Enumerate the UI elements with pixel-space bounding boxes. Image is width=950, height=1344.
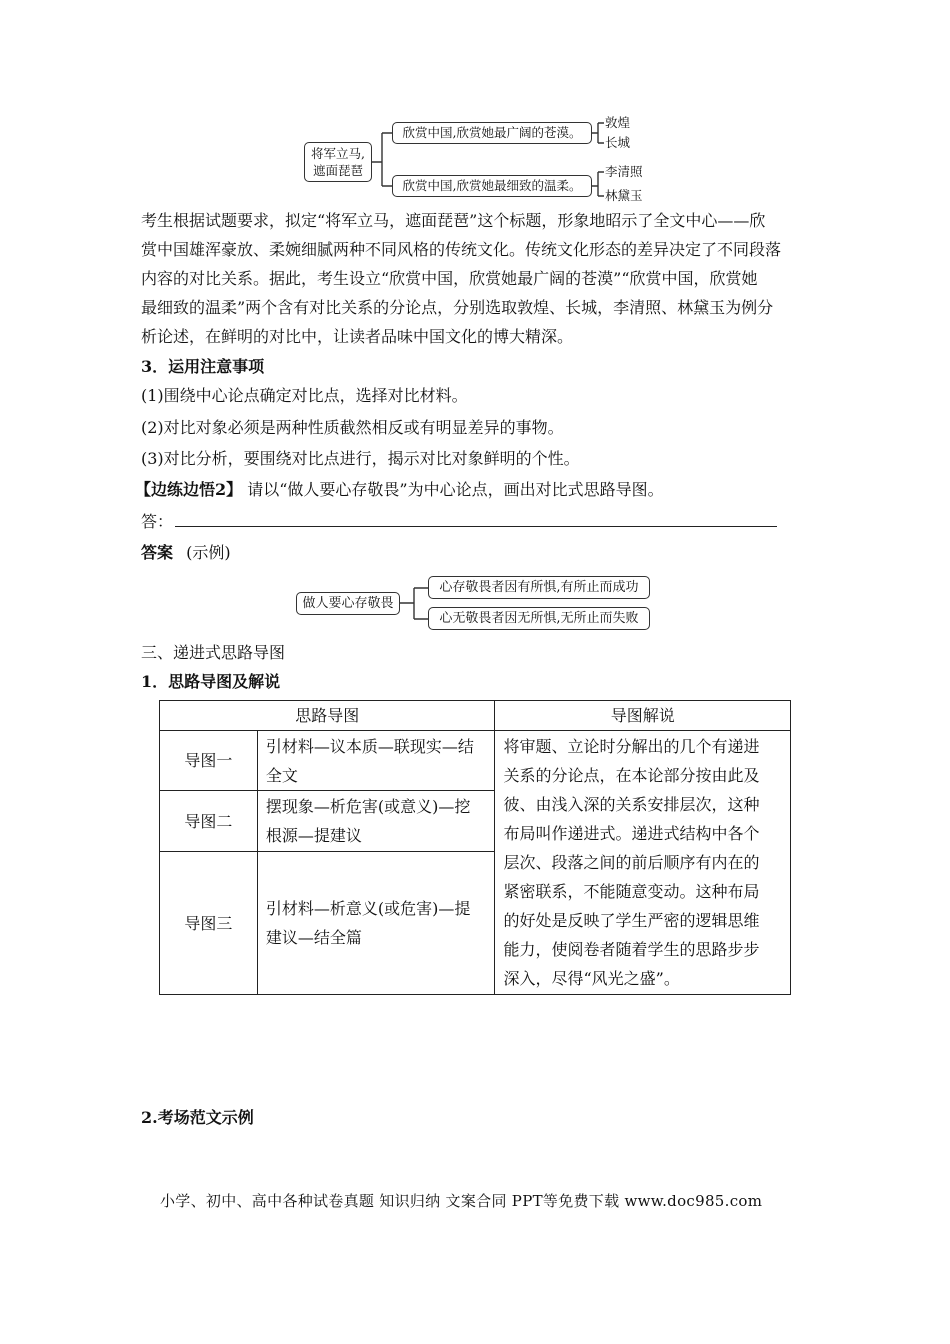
section-progressive-subheading: 1．思路导图及解说: [141, 672, 281, 691]
mindmap-table: [159, 700, 791, 995]
note-item-3: (3)对比分析，要围绕对比点进行，揭示对比对象鲜明的个性。: [141, 449, 580, 468]
paragraph-line: 赏中国雄浑豪放、柔婉细腻两种不同风格的传统文化。传统文化形态的差异决定了不同段落: [141, 240, 782, 259]
diagram1-leaf-dunhuang: 敦煌: [605, 115, 631, 130]
row-content-line: 摆现象—析危害(或意义)—挖: [265, 797, 471, 817]
explanation-line: 能力，使阅卷者随着学生的思路步步: [503, 940, 760, 959]
explanation-line: 深入，尽得“风光之盛”。: [503, 969, 680, 988]
diagram1-leaf-changcheng: 长城: [605, 135, 631, 150]
diagram2-connectors: [0, 0, 950, 650]
paragraph-line: 考生根据试题要求，拟定“将军立马，遮面琵琶”这个标题，形象地昭示了全文中心——欣: [141, 211, 766, 230]
explanation-line: 将审题、立论时分解出的几个有递进: [503, 737, 760, 756]
note-item-1: (1)围绕中心论点确定对比点，选择对比材料。: [141, 386, 468, 405]
exercise-prompt: 请以“做人要心存敬畏”为中心论点，画出对比式思路导图。: [247, 480, 664, 499]
diagram2-center-node: 做人要心存敬畏: [296, 592, 400, 615]
explanation-line: 的好处是反映了学生严密的逻辑思维: [503, 911, 760, 930]
row-content-line: 根源—提建议: [265, 826, 362, 846]
diagram1-leaf-liqingzhao: 李清照: [605, 164, 643, 179]
row-content-line: 引材料—议本质—联现实—结: [265, 736, 474, 756]
diagram2-branch-1: 心存敬畏者因有所惧,有所止而成功: [428, 576, 650, 599]
row-name: 导图二: [160, 791, 258, 852]
diagram1-center-line-2: 遮面琵琶: [312, 163, 363, 178]
answer-label: 答：: [141, 512, 174, 531]
note-item-2: (2)对比对象必须是两种性质截然相反或有明显差异的事物。: [141, 418, 564, 437]
row-content: [257, 852, 495, 995]
diagram1-branch-1: 欣赏中国,欣赏她最广阔的苍漠。: [392, 122, 592, 144]
diagram1-branch-2: 欣赏中国,欣赏她最细致的温柔。: [392, 175, 592, 197]
diagram1-center-line-1: 将军立马,: [311, 146, 365, 161]
paragraph-line: 最细致的温柔”两个含有对比关系的分论点，分别选取敦煌、长城，李清照、林黛玉为例分: [141, 298, 774, 317]
paragraph-line: 内容的对比关系。据此，考生设立“欣赏中国，欣赏她最广阔的苍漠”“欣赏中国，欣赏她: [141, 269, 758, 288]
diagram2-branch-2: 心无敬畏者因无所惧,无所止而失败: [428, 607, 650, 630]
answer-key-label: 答案: [141, 543, 174, 562]
explanation-line: 彼、由浅入深的关系安排层次，这种: [503, 795, 760, 814]
explanation-line: 关系的分论点，在本论部分按由此及: [503, 766, 760, 785]
row-content: [257, 791, 495, 852]
row-name: 导图三: [160, 852, 258, 995]
table-header-mindmap: 思路导图: [160, 701, 495, 731]
explanation-line: 紧密联系，不能随意变动。这种布局: [503, 882, 760, 901]
exercise-tag: 【边练边悟2】: [135, 480, 243, 499]
table-row: [160, 731, 791, 791]
row-content-line: 建议—结全篇: [265, 928, 362, 948]
row-name: 导图一: [160, 731, 258, 791]
diagram1-leaf-lindaiyu: 林黛玉: [605, 188, 643, 203]
explanation-line: 布局叫作递进式。递进式结构中各个: [503, 824, 760, 843]
section-progressive-title: 三、递进式思路导图: [141, 643, 286, 662]
paragraph-line: 析论述，在鲜明的对比中，让读者品味中国文化的博大精深。: [141, 327, 574, 346]
table-header-explanation: 导图解说: [495, 701, 791, 731]
footer-text: 小学、初中、高中各种试卷真题 知识归纳 文案合同 PPT等免费下载 www.doc985.com: [160, 1192, 763, 1210]
explanation-cell: [495, 731, 791, 995]
row-content: [257, 731, 495, 791]
section2-heading: 2.考场范文示例: [141, 1108, 254, 1127]
row-content-line: 引材料—析意义(或危害)—提: [265, 899, 471, 919]
explanation-line: 层次、段落之间的前后顺序有内在的: [503, 853, 760, 872]
section3-heading: 3．运用注意事项: [141, 357, 265, 376]
answer-key-note: (示例): [186, 543, 231, 562]
table-header-row: [160, 701, 791, 731]
row-content-line: 全文: [265, 765, 298, 785]
